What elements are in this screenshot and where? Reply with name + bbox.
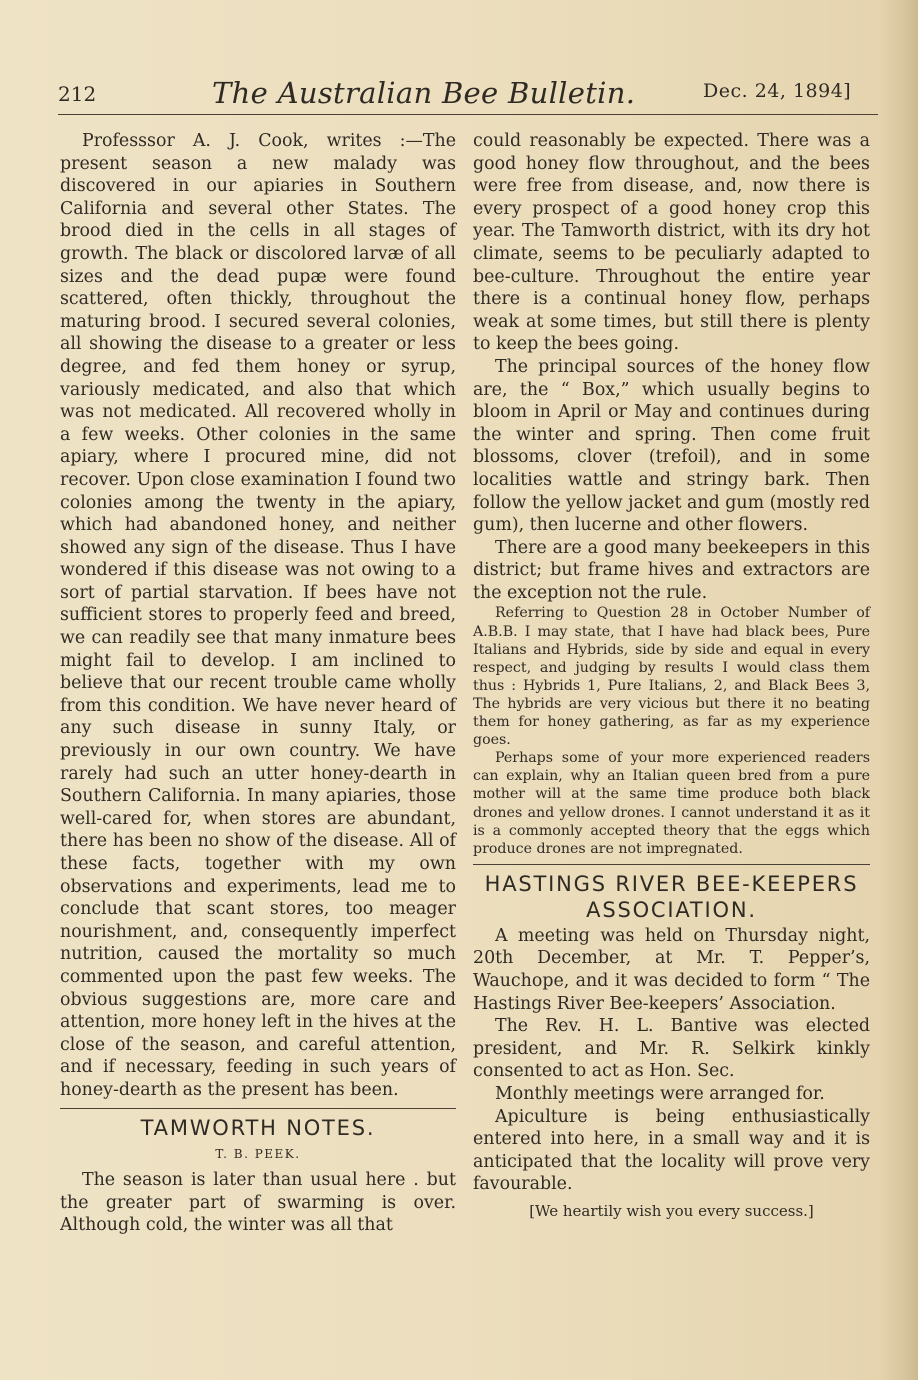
- section-divider: [60, 1108, 456, 1109]
- tamworth-paragraph-4: Referring to Question 28 in October Number of A.B.B. I may state, that I have had black bees, Pure Italians and Hybrids, side by side and equal in every respect, and judging by results I would class them thus : Hybrids 1, Pure Italians, 2, and Black Bees 3, The hybrids are very vicious but there it no beating them for honey gathering, as far as my experience goes.: [473, 605, 870, 749]
- hastings-paragraph-1: A meeting was held on Thursday night, 20th December, at Mr. T. Pepper’s, Wauchope, and it was decided to form “ The Hastings River Bee-keepers’ Association.: [473, 925, 870, 1014]
- publication-title: The Australian Bee Bulletin.: [212, 76, 636, 110]
- cook-letter-paragraph: Professsor A. J. Cook, writes :—The present season a new malady was discovered in our apiaries in Southern California and several other States. The brood died in the cells in all stages of growth. The black or discolored larvæ of all sizes and the dead pupæ were found scattered, often thickly, throughout the maturing brood. I secured several colonies, all showing the disease to a greater or less degree, and fed them honey or syrup, variously medicated, and also that which was not medicated. All recovered wholly in a few weeks. Other colonies in the same apiary, where I procured mine, did not recover. Upon close examination I found two colonies among the twenty in the apiary, which had abandoned honey, and neither showed any sign of the disease. Thus I have wondered if this disease was not owing to a sort of partial starvation. If bees have not sufficient stores to properly feed and breed, we can readily see that many inmature bees might fail to develop. I am inclined to believe that our recent trouble came wholly from this condition. We have never heard of any such disease in sunny Italy, or previously in our own country. We have rarely had such an utter honey-dearth in Southern California. In many apiaries, those well-cared for, when stores are abundant, there has been no show of the disease. All of these facts, together with my own observations and experiments, lead me to conclude that scant stores, too meager nourishment, and, consequently imperfect nutrition, caused the mortality so much commented upon the past few weeks. The obvious suggestions are, more care and attention, more honey left in the hives at the close of the season, and careful attention, and if necessary, feeding in such years of honey-dearth as the present has been.: [60, 131, 456, 1100]
- page-number: 212: [58, 82, 97, 106]
- tamworth-paragraph-2: The principal sources of the honey flow are, the “ Box,” which usually begins to bloom in April or May and continues during the winter and spring. Then come fruit blossoms, clover (trefoil), and in some localities wattle and stringy bark. Then follow the yellow jacket and gum (mostly red gum), then lucerne and other flowers.: [473, 356, 870, 536]
- tamworth-notes-heading: TAMWORTH NOTES.: [140, 1115, 376, 1140]
- tamworth-paragraph-1-continued: could reasonably be expected. There was a good honey flow throughout, and the bees were free from disease, and, now there is every prospect of a good honey crop this year. The Tamworth district, with its dry hot climate, seems to be peculiarly adapted to bee-culture. Throughout the entire year there is a continual honey flow, perhaps weak at some times, but still there is plenty to keep the bees going.: [473, 131, 870, 355]
- hastings-paragraph-3: Monthly meetings were arranged for.: [495, 1083, 825, 1104]
- issue-date: Dec. 24, 1894]: [703, 80, 852, 102]
- left-column: [60, 130, 456, 1237]
- tamworth-paragraph-3: There are a good many beekeepers in this district; but frame hives and extractors are the exception not the rule.: [473, 537, 870, 603]
- header-rule: [58, 114, 878, 115]
- hastings-association-heading: HASTINGS RIVER BEE-KEEPERS ASSOCIATION.: [484, 871, 859, 922]
- editor-note: [We heartily wish you every success.]: [529, 1201, 814, 1220]
- page-header: [58, 76, 878, 112]
- right-column: [473, 130, 870, 1223]
- tamworth-byline: T. B. PEEK.: [215, 1146, 301, 1161]
- tamworth-paragraph-5: Perhaps some of your more experienced readers can explain, why an Italian queen bred from a pure mother will at the same time produce both black drones and yellow drones. I cannot understand it as it is a commonly accepted theory that the eggs which produce drones are not impregnated.: [473, 750, 870, 857]
- page-edge-shadow: [878, 0, 918, 1380]
- hastings-paragraph-4: Apiculture is being enthusiastically entered into here, in a small way and it is anticipated that the locality will prove very favourable.: [473, 1106, 870, 1195]
- tamworth-paragraph-1: The season is later than usual here . but the greater part of swarming is over. Although cold, the winter was all that: [60, 1170, 456, 1236]
- section-divider: [473, 864, 870, 865]
- hastings-paragraph-2: The Rev. H. L. Bantive was elected president, and Mr. R. Selkirk kinkly consented to act as Hon. Sec.: [473, 1016, 870, 1082]
